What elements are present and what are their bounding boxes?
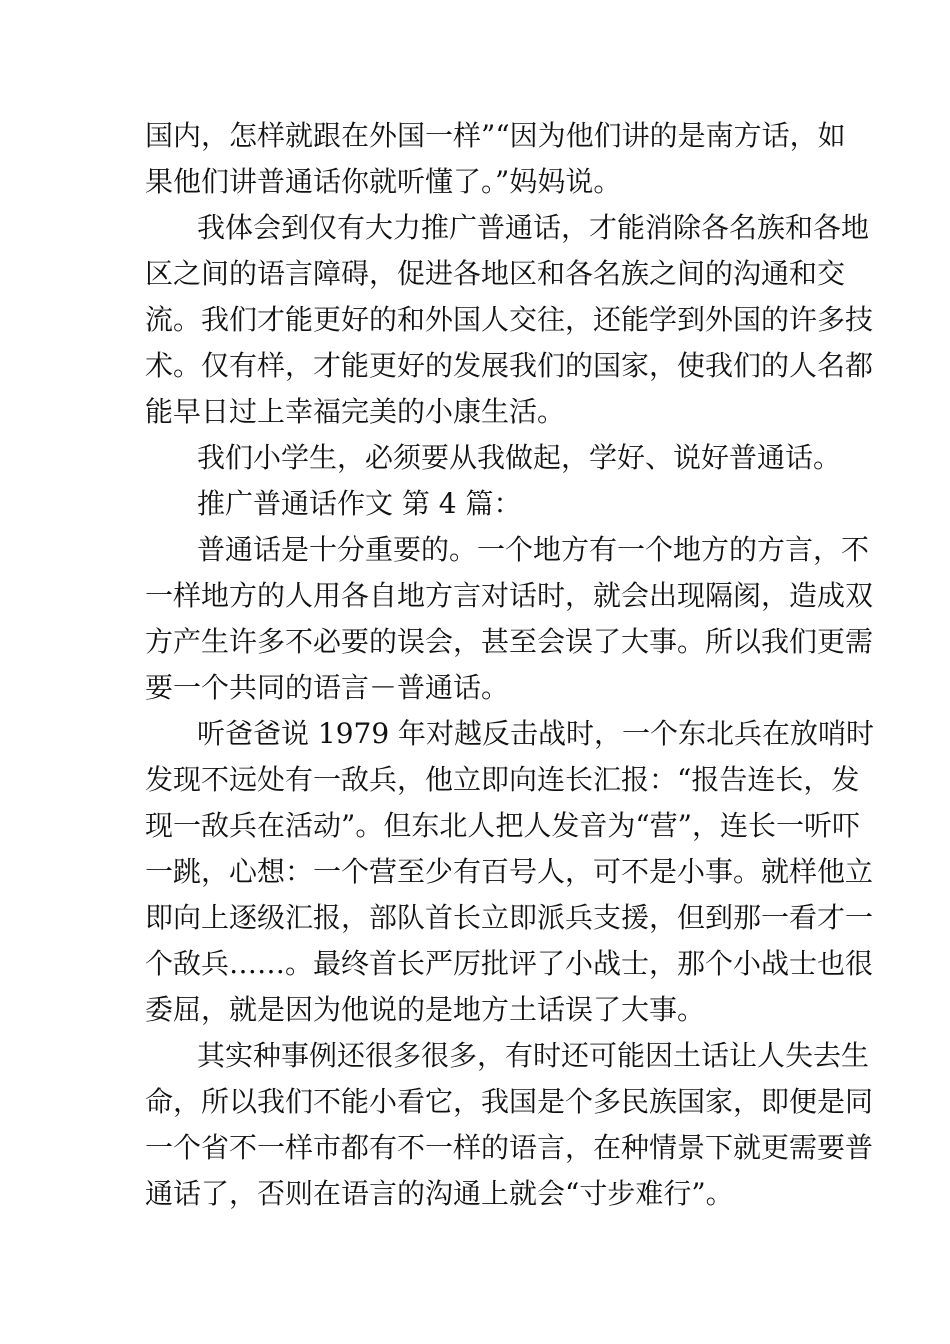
text-line: 一跳，心想：一个营至少有百号人，可不是小事。就样他立 bbox=[145, 855, 874, 888]
text-line: 要一个共同的语言－普通话。 bbox=[145, 671, 510, 704]
text-line: 区之间的语言障碍，促进各地区和各名族之间的沟通和交 bbox=[145, 257, 846, 290]
text-line: 果他们讲普通话你就听懂了。”妈妈说。 bbox=[145, 165, 622, 198]
text-line: 普通话是十分重要的。一个地方有一个地方的方言，不 bbox=[197, 533, 870, 566]
text-line: 一样地方的人用各自地方言对话时，就会出现隔阂，造成双 bbox=[145, 579, 874, 612]
text-line: 术。仅有样，才能更好的发展我们的国家，使我们的人名都 bbox=[145, 349, 874, 382]
text-line: 委屈，就是因为他说的是地方土话误了大事。 bbox=[145, 993, 706, 1026]
text-line: 通话了，否则在语言的沟通上就会“寸步难行”。 bbox=[145, 1177, 734, 1210]
text-line: 能早日过上幸福完美的小康生活。 bbox=[145, 395, 566, 428]
text-line: 现一敌兵在活动”。但东北人把人发音为“营”，连长一听吓 bbox=[145, 809, 860, 842]
text-line: 发现不远处有一敌兵，他立即向连长汇报：“报告连长，发 bbox=[145, 763, 860, 796]
section-heading: 推广普通话作文 第 4 篇： bbox=[197, 487, 522, 520]
text-line: 即向上逐级汇报，部队首长立即派兵支援，但到那一看才一 bbox=[145, 901, 874, 934]
text-line: 命，所以我们不能小看它，我国是个多民族国家，即便是同 bbox=[145, 1085, 874, 1118]
text-line: 一个省不一样市都有不一样的语言，在种情景下就更需要普 bbox=[145, 1131, 874, 1164]
text-line: 我体会到仅有大力推广普通话，才能消除各名族和各地 bbox=[197, 211, 870, 244]
text-line: 方产生许多不必要的误会，甚至会误了大事。所以我们更需 bbox=[145, 625, 874, 658]
text-line: 其实种事例还很多很多，有时还可能因土话让人失去生 bbox=[197, 1039, 870, 1072]
text-line: 听爸爸说 1979 年对越反击战时，一个东北兵在放哨时 bbox=[197, 717, 875, 750]
text-line: 国内，怎样就跟在外国一样”“因为他们讲的是南方话，如 bbox=[145, 119, 846, 152]
text-line: 我们小学生，必须要从我做起，学好、说好普通话。 bbox=[197, 441, 842, 474]
text-line: 个敌兵……。最终首长严厉批评了小战士，那个小战士也很 bbox=[145, 947, 874, 980]
text-line: 流。我们才能更好的和外国人交往，还能学到外国的许多技 bbox=[145, 303, 874, 336]
